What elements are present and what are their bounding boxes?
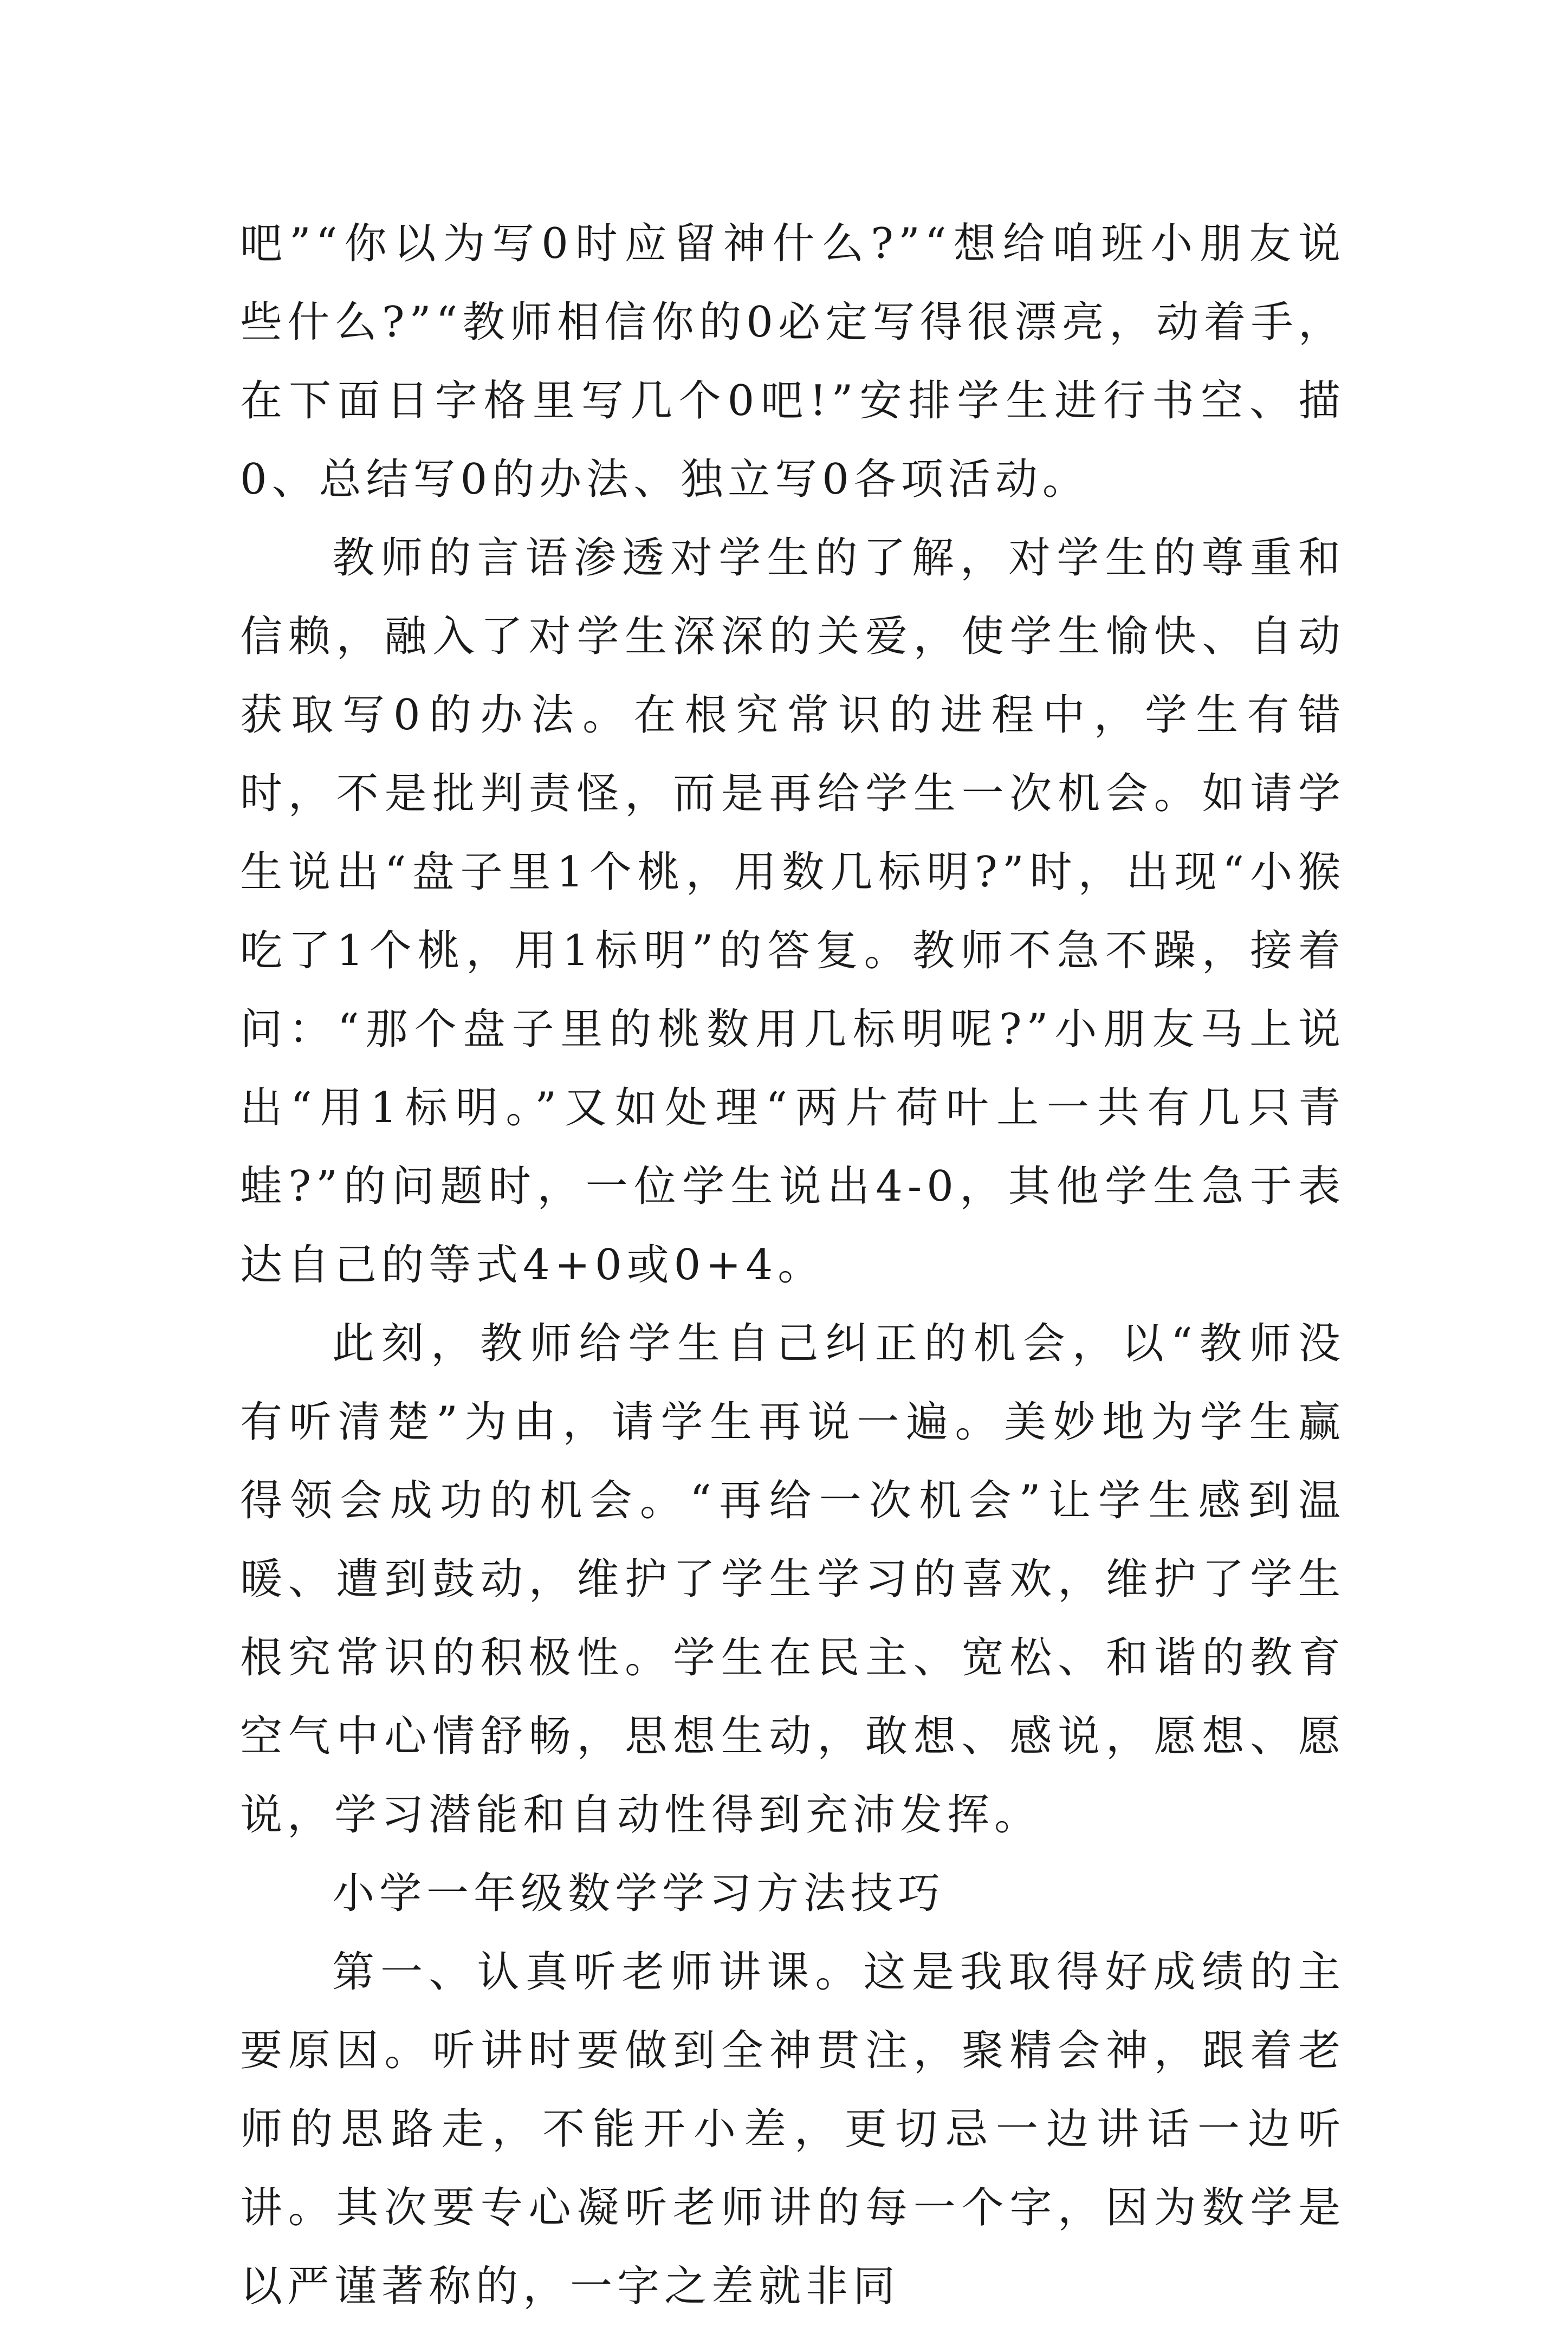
document-body bbox=[240, 205, 1345, 2326]
paragraph-continuation: 吧”“你以为写0时应留神什么?”“想给咱班小朋友说些什么?”“教师相信你的0必定写得很漂亮，动着手，在下面日字格里写几个0吧!”安排学生进行书空、描0、总结写0的办法、独立写0各项活动。 bbox=[240, 219, 1345, 504]
paragraph-tip-one: 第一、认真听老师讲课。这是我取得好成绩的主要原因。听讲时要做到全神贯注，聚精会神，跟着老师的思路走，不能开小差，更切忌一边讲话一边听讲。其次要专心凝听老师讲的每一个字，因为数学是以严谨著称的，一字之差就非同 bbox=[240, 1948, 1345, 2311]
paragraph-teacher-language: 教师的言语渗透对学生的了解，对学生的尊重和信赖，融入了对学生深深的关爱，使学生愉快、自动获取写0的办法。在根究常识的进程中，学生有错时，不是批判责怪，而是再给学生一次机会。如请学生说出“盘子里1个桃，用数几标明?”时，出现“小猴吃了1个桃，用1标明”的答复。教师不急不躁，接着问：“那个盘子里的桃数用几标明呢?”小朋友马上说出“用1标明。”又如处理“两片荷叶上一共有几只青蛙?”的问题时，一位学生说出4-0，其他学生急于表达自己的等式4+0或0+4。 bbox=[240, 534, 1345, 1290]
section-heading: 小学一年级数学学习方法技巧 bbox=[332, 1869, 945, 1918]
paragraph-second-chance: 此刻，教师给学生自己纠正的机会，以“教师没有听清楚”为由，请学生再说一遍。美妙地为学生赢得领会成功的机会。“再给一次机会”让学生感到温暖、遭到鼓动，维护了学生学习的喜欢，维护了学生根究常识的积极性。学生在民主、宽松、和谐的教育空气中心情舒畅，思想生动，敢想、感说，愿想、愿说，学习潜能和自动性得到充沛发挥。 bbox=[240, 1319, 1345, 1839]
